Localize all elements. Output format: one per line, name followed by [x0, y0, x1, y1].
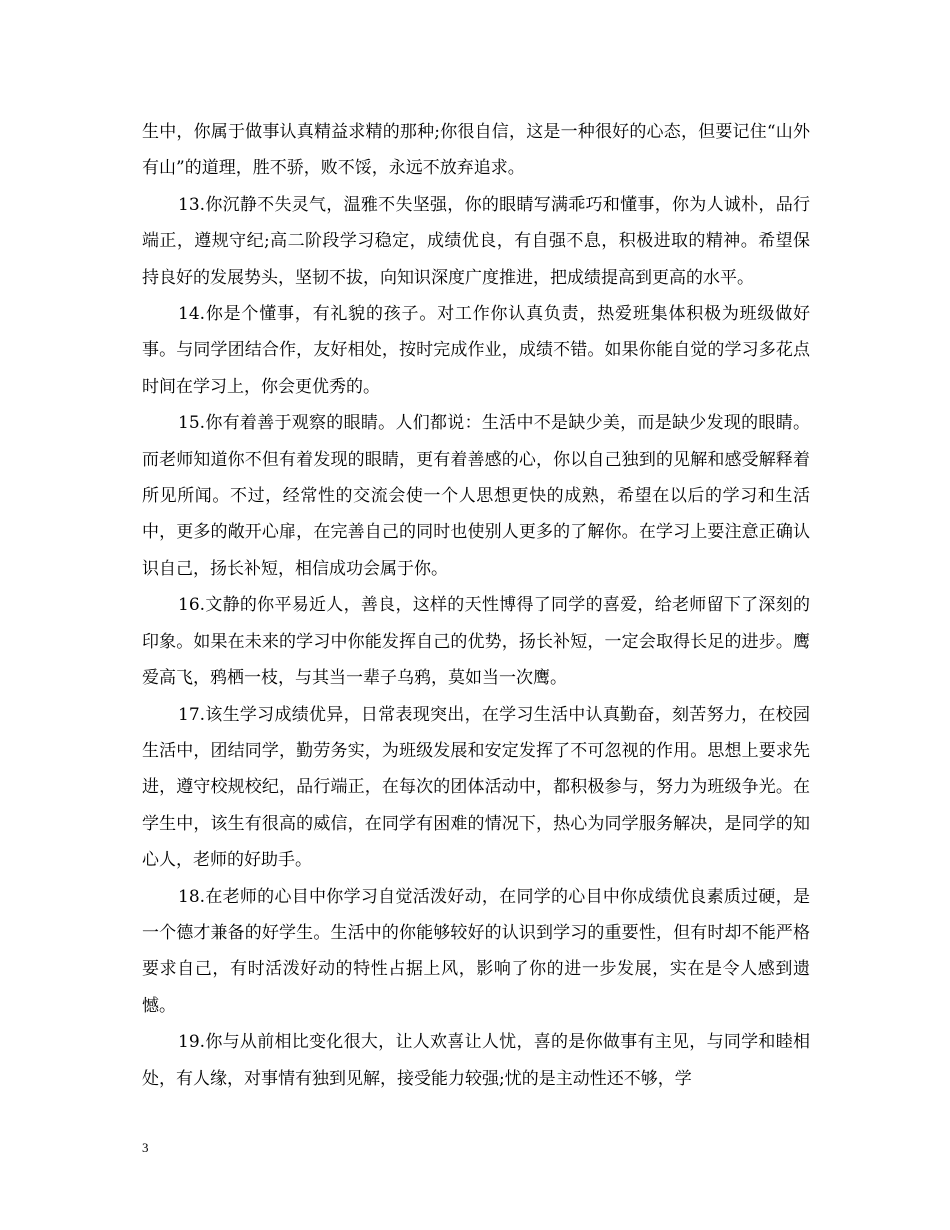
paragraph-13: 13.你沉静不失灵气，温雅不失坚强，你的眼睛写满乖巧和懂事，你为人诚朴，品行端正，遵规守纪;高二阶段学习稳定，成绩优良，有自强不息，积极进取的精神。希望保持良好的发展势头，坚韧不拔，向知识深度广度推进，把成绩提高到更高的水平。: [142, 194, 810, 288]
paragraph-18: 18.在老师的心目中你学习自觉活泼好动，在同学的心目中你成绩优良素质过硬，是一个德才兼备的好学生。生活中的你能够较好的认识到学习的重要性，但有时却不能严格要求自己，有时活泼好动的特性占据上风，影响了你的进一步发展，实在是令人感到遗憾。: [142, 886, 810, 1016]
paragraph-continuation: 生中，你属于做事认真精益求精的那种;你很自信，这是一种很好的心态，但要记住“山外有山”的道理，胜不骄，败不馁，永远不放弃追求。: [142, 122, 810, 179]
page-number: 3: [142, 1140, 149, 1155]
paragraph-14: 14.你是个懂事，有礼貌的孩子。对工作你认真负责，热爱班集体积极为班级做好事。与同学团结合作，友好相处，按时完成作业，成绩不错。如果你能自觉的学习多花点时间在学习上，你会更优秀的。: [142, 304, 810, 397]
paragraph-17: 17.该生学习成绩优异，日常表现突出，在学习生活中认真勤奋，刻苦努力，在校园生活中，团结同学，勤劳务实，为班级发展和安定发挥了不可忽视的作用。思想上要求先进，遵守校规校纪，品行端正，在每次的团体活动中，都积极参与，努力为班级争光。在学生中，该生有很高的威信，在同学有困难的情况下，热心为同学服务解决，是同学的知心人，老师的好助手。: [142, 704, 810, 871]
document-body: [142, 114, 810, 1097]
paragraph-16: 16.文静的你平易近人，善良，这样的天性博得了同学的喜爱，给老师留下了深刻的印象。如果在未来的学习中你能发挥自己的优势，扬长补短，一定会取得长足的进步。鹰爱高飞，鸦栖一枝，与其当一辈子乌鸦，莫如当一次鹰。: [142, 595, 810, 689]
paragraph-15: 15.你有着善于观察的眼睛。人们都说：生活中不是缺少美，而是缺少发现的眼睛。而老师知道你不但有着发现的眼睛，更有着善感的心，你以自己独到的见解和感受解释着所见所闻。不过，经常性的交流会使一个人思想更快的成熟，希望在以后的学习和生活中，更多的敞开心扉，在完善自己的同时也使别人更多的了解你。在学习上要注意正确认识自己，扬长补短，相信成功会属于你。: [142, 413, 810, 579]
paragraph-19: 19.你与从前相比变化很大，让人欢喜让人忧，喜的是你做事有主见，与同学和睦相处，有人缘，对事情有独到见解，接受能力较强;忧的是主动性还不够，学: [142, 1032, 810, 1089]
